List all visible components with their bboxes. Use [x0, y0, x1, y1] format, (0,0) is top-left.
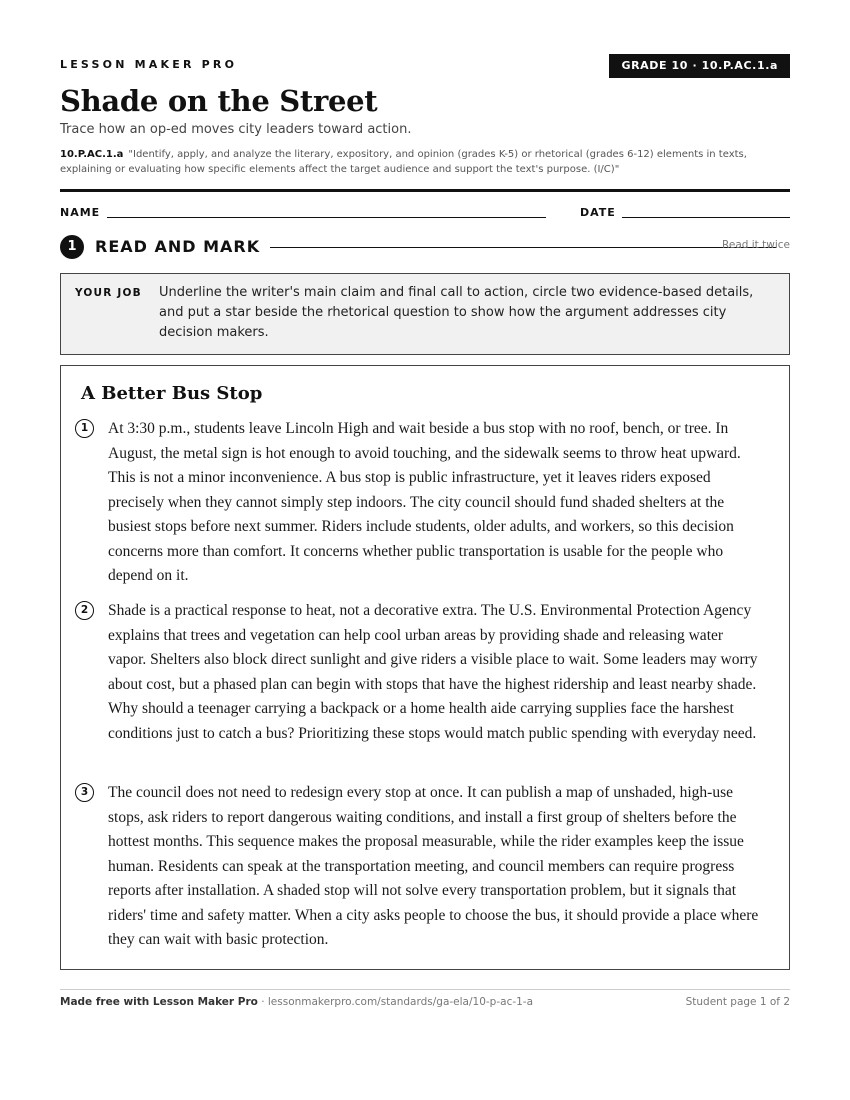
section-header	[60, 235, 790, 259]
name-label: NAME	[60, 206, 101, 219]
footer-divider	[60, 989, 790, 990]
standard-code: 10.P.AC.1.a	[60, 149, 124, 160]
paragraph-number: 1	[75, 419, 94, 438]
date-line[interactable]	[622, 217, 790, 218]
date-label: DATE	[580, 206, 616, 219]
standard-description	[60, 147, 790, 177]
article-paragraph	[75, 599, 765, 746]
page-number: Student page 1 of 2	[685, 996, 790, 1008]
section-note: Read it twice	[722, 239, 790, 251]
section-number-badge: 1	[60, 235, 84, 259]
name-date-row	[60, 206, 790, 220]
instructions-text: Underline the writer's main claim and final call to action, circle two evidence-based details, and put a star beside the rhetorical question to show how the argument addresses city decision makers.	[159, 285, 754, 340]
paragraph-text: At 3:30 p.m., students leave Lincoln High and wait beside a bus stop with no roof, bench, or tree. In August, the metal sign is hot enough to avoid touching, and the sidewalk seems to throw heat upward. This is not a minor inconvenience. A bus stop is public infrastructure, yet it leaves riders exposed precisely when they cannot simply step indoors. The city council should fund shaded shelters at the busiest stops before next summer. Riders include students, older adults, and workers, so this decision concerns more than comfort. It concerns whether public transportation is usable for the people who depend on it.	[108, 420, 741, 584]
footer-credit	[60, 996, 533, 1008]
section-title: READ AND MARK	[95, 237, 261, 256]
instructions-label: YOUR JOB	[75, 287, 142, 299]
brand-name: LESSON MAKER PRO	[60, 58, 238, 71]
paragraph-number: 3	[75, 783, 94, 802]
paragraph-text: The council does not need to redesign every stop at once. It can publish a map of unshaded, high-use stops, ask riders to report dangerous waiting conditions, and install a first group of shelters before the hottest months. This sequence makes the proposal measurable, while the rider examples keep the issue human. Residents can speak at the transportation meeting, and council members can require progress reports after installation. A shaded stop will not solve every transportation problem, but it signals that riders' time and safety matter. When a city asks people to choose the bus, it should provide a place where they can wait with basic protection.	[108, 784, 759, 948]
name-line[interactable]	[107, 217, 546, 218]
section-rule	[270, 247, 776, 248]
article-paragraph	[75, 781, 765, 953]
footer-separator: ·	[257, 996, 268, 1008]
footer-url[interactable]: lessonmakerpro.com/standards/ga-ela/10-p-ac-1-a	[267, 996, 534, 1008]
instructions-box	[60, 273, 790, 355]
footer-made-with: Made free with Lesson Maker Pro	[60, 996, 258, 1008]
grade-badge: GRADE 10 · 10.P.AC.1.a	[609, 54, 790, 78]
standard-text: "Identify, apply, and analyze the literary, expository, and opinion (grades K-5) or rhetorical (grades 6-12) elements in texts, explaining or evaluating how specific elements affect the target audience and support the text's purpose. (I/C)"	[60, 149, 747, 175]
article-title: A Better Bus Stop	[81, 383, 263, 404]
article-box	[60, 365, 790, 970]
article-paragraph	[75, 417, 765, 589]
paragraph-number: 2	[75, 601, 94, 620]
header-divider	[60, 189, 790, 192]
paragraph-text: Shade is a practical response to heat, not a decorative extra. The U.S. Environmental Protection Agency explains that trees and vegetation can help cool urban areas by providing shade and releasing water vapor. Shelters also block direct sunlight and give riders a visible place to wait. Some leaders may worry about cost, but a phased plan can begin with stops that have the highest ridership and least nearby shade. Why should a teenager carrying a backpack or a home health aide carrying supplies face the harshest conditions just to catch a bus? Prioritizing these stops would match public spending with everyday need.	[108, 602, 758, 742]
worksheet-subtitle: Trace how an op-ed moves city leaders toward action.	[60, 122, 412, 137]
worksheet-title: Shade on the Street	[60, 84, 378, 118]
header-bar	[60, 54, 790, 78]
